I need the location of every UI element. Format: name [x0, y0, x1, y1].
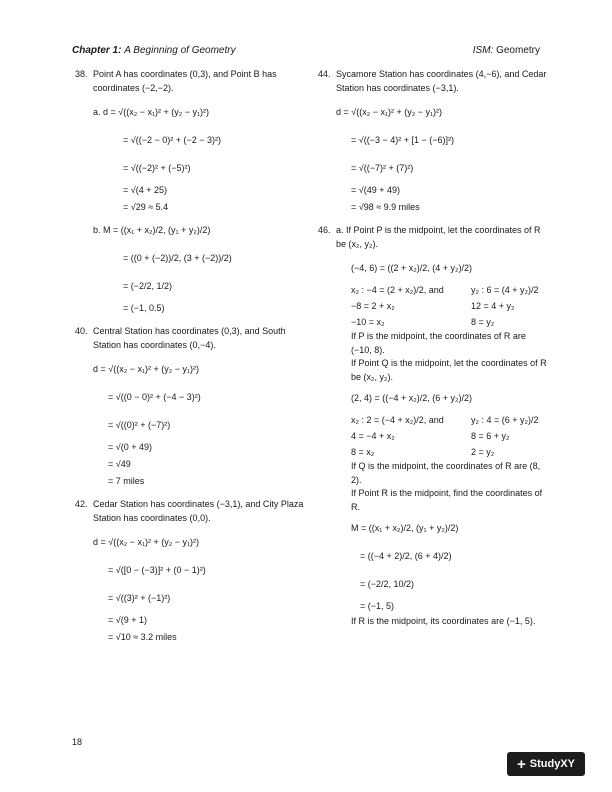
instruction-text: If Point Q is the midpoint, let the coordinates of R be (x₂, y₂).	[351, 358, 547, 382]
problem-statement: Central Station has coordinates (0,3), and South Station has coordinates (0,−4).	[93, 326, 286, 350]
solution-step: a. d = √((x₂ − x₁)² + (y₂ − y₁)²)	[93, 107, 210, 117]
solution-step: = √((0)² + (−7)²)	[108, 420, 171, 430]
chapter-title: A Beginning of Geometry	[124, 45, 236, 56]
solution-step: M = ((x₁ + x₂)/2, (y₁ + y₂)/2)	[351, 523, 459, 533]
problem-statement: Cedar Station has coordinates (−3,1), and City Plaza Station has coordinates (0,0).	[93, 499, 304, 523]
solution-step: = √98 ≈ 9.9 miles	[351, 202, 420, 212]
solution-step: b. M = ((x₁ + x₂)/2, (y₁ + y₂)/2)	[93, 225, 211, 235]
problem-46	[318, 224, 548, 629]
solution-step: = √((−7)² + (7)²)	[351, 163, 414, 173]
solution-step: = ((0 + (−2))/2, (3 + (−2))/2)	[123, 253, 232, 263]
left-column	[75, 68, 305, 654]
solution-step: = ((−4 + 2)/2, (6 + 4)/2)	[360, 551, 452, 561]
solution-step: = √49	[108, 459, 131, 469]
solution-step: d = √((x₂ − x₁)² + (y₂ − y₁)²)	[93, 364, 200, 374]
solution-step: = 7 miles	[108, 476, 145, 486]
problem-44	[318, 68, 548, 216]
solve-row: −8 = 2 + x₂ 12 = 4 + y₂	[351, 301, 515, 311]
result-text: If Q is the midpoint, the coordinates of R are (8, 2).	[351, 461, 541, 485]
page-number: 18	[72, 737, 83, 747]
problem-42	[75, 498, 305, 646]
problem-38	[75, 68, 305, 317]
solution-step: = √(4 + 25)	[123, 185, 167, 195]
solution-step: = √29 ≈ 5.4	[123, 202, 169, 212]
solution-step: = (−1, 0.5)	[123, 303, 165, 313]
problem-40	[75, 325, 305, 490]
part-label: a.	[336, 225, 344, 235]
result-text: If R is the midpoint, its coordinates are (−1, 5).	[351, 616, 536, 626]
solve-row: −10 = x₂ 8 = y₂	[351, 317, 495, 327]
plus-icon: +	[517, 755, 526, 773]
solution-step: d = √((x₂ − x₁)² + (y₂ − y₁)²)	[336, 107, 443, 117]
solve-row: 8 = x₂ 2 = y₂	[351, 447, 495, 457]
solution-step: = (−1, 5)	[360, 601, 395, 611]
instruction-text: If Point R is the midpoint, find the coordinates of R.	[351, 488, 543, 512]
solution-step: = √(0 + 49)	[108, 442, 152, 452]
running-header-chapter	[72, 45, 236, 56]
solution-step: = (−2/2, 10/2)	[360, 579, 415, 589]
problem-number: 44.	[318, 69, 331, 79]
right-column	[318, 68, 548, 637]
midpoint-equation: (2, 4) = ((−4 + x₂)/2, (6 + y₂)/2)	[351, 393, 473, 403]
solve-row: x₂ : 2 = (−4 + x₂)/2, and y₂ : 4 = (6 + y₂)/2	[351, 415, 539, 425]
problem-statement: Sycamore Station has coordinates (4,−6), and Cedar Station has coordinates (−3,1).	[336, 69, 547, 93]
solution-step: = √(49 + 49)	[351, 185, 400, 195]
solution-step: = √(9 + 1)	[108, 615, 147, 625]
problem-number: 38.	[75, 69, 88, 79]
problem-number: 46.	[318, 225, 331, 235]
result-text: If P is the midpoint, the coordinates of R are (−10, 8).	[351, 331, 526, 355]
midpoint-equation: (−4, 6) = ((2 + x₂)/2, (4 + y₂)/2)	[351, 263, 473, 273]
solve-row: x₂ : −4 = (2 + x₂)/2, and y₂ : 6 = (4 + y₂)/2	[351, 285, 539, 295]
problem-statement: Point A has coordinates (0,3), and Point B has coordinates (−2,−2).	[93, 69, 277, 93]
solution-step: = √((3)² + (−1)²)	[108, 593, 171, 603]
book-label: ISM:	[472, 45, 494, 56]
solution-step: = √10 ≈ 3.2 miles	[108, 632, 177, 642]
chapter-label: Chapter 1:	[72, 45, 122, 56]
problem-number: 40.	[75, 326, 88, 336]
problem-number: 42.	[75, 499, 88, 509]
studyxy-logo	[507, 752, 585, 776]
solve-row: 4 = −4 + x₂ 8 = 6 + y₂	[351, 431, 510, 441]
logo-text: StudyXY	[529, 758, 575, 770]
solution-step: = (−2/2, 1/2)	[123, 281, 173, 291]
book-title: Geometry	[496, 45, 540, 56]
running-header-book	[473, 45, 540, 56]
solution-step: = √((−2)² + (−5)²)	[123, 163, 191, 173]
solution-step: = √((0 − 0)² + (−4 − 3)²)	[108, 392, 201, 402]
solution-step: = √((−3 − 4)² + [1 − (−6)]²)	[351, 135, 454, 145]
problem-statement: If Point P is the midpoint, let the coordinates of R be (x₂, y₂).	[336, 225, 541, 249]
solution-step: = √((−2 − 0)² + (−2 − 3)²)	[123, 135, 221, 145]
solution-step: = √([0 − (−3)]² + (0 − 1)²)	[108, 565, 206, 575]
solution-step: d = √((x₂ − x₁)² + (y₂ − y₁)²)	[93, 537, 200, 547]
